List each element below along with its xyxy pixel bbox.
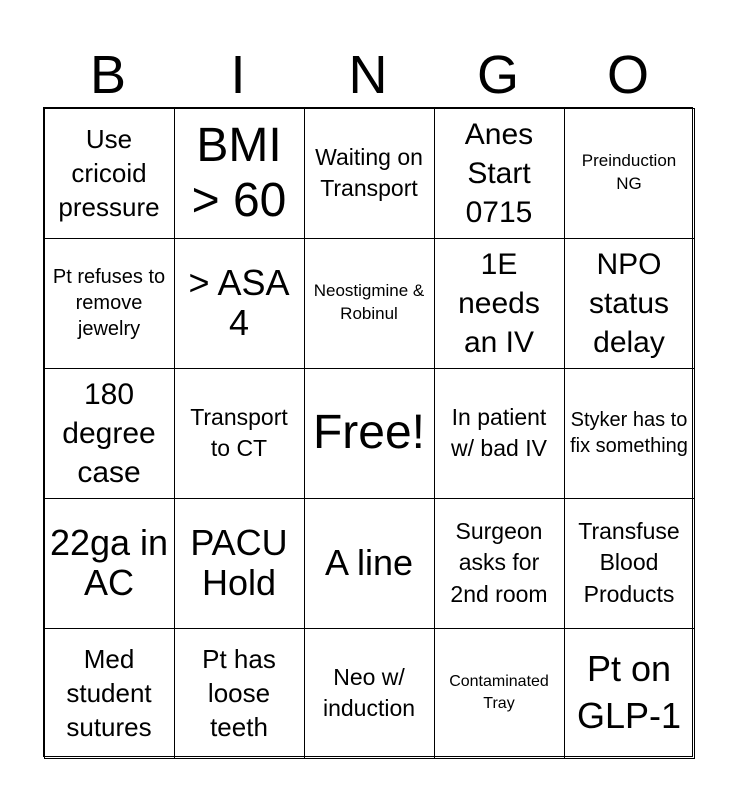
- cell-text: Neostigmine & Robinul: [313, 281, 425, 323]
- cell-text: PACU Hold: [190, 522, 288, 603]
- bingo-header: [43, 42, 693, 108]
- bingo-cell[interactable]: [174, 498, 305, 629]
- bingo-cell[interactable]: [174, 368, 305, 499]
- cell-text: Free!: [312, 406, 426, 460]
- cell-text: Transport to CT: [190, 403, 288, 461]
- bingo-cell[interactable]: [434, 498, 565, 629]
- cell-text: Transfuse Blood Products: [578, 518, 680, 607]
- bingo-cell[interactable]: [564, 108, 695, 239]
- cell-text: Preinduction NG: [581, 151, 677, 193]
- bingo-cell[interactable]: [434, 628, 565, 759]
- bingo-cell[interactable]: [304, 108, 435, 239]
- cell-text: NPO status delay: [588, 247, 670, 359]
- bingo-cell[interactable]: [434, 238, 565, 369]
- bingo-cell[interactable]: [44, 628, 175, 759]
- cell-text: 180 degree case: [62, 377, 156, 489]
- cell-text: Anes Start 0715: [464, 117, 534, 229]
- bingo-cell[interactable]: [304, 238, 435, 369]
- cell-text: Med student sutures: [66, 643, 152, 743]
- header-letter-g: G: [476, 45, 519, 105]
- bingo-cell[interactable]: [434, 368, 565, 499]
- bingo-cell[interactable]: [44, 238, 175, 369]
- cell-text: 22ga in AC: [49, 522, 169, 603]
- cell-text: Waiting on Transport: [315, 143, 423, 201]
- bingo-cell[interactable]: [564, 368, 695, 499]
- header-letter-n: N: [348, 45, 388, 105]
- cell-text: BMI > 60: [191, 118, 287, 227]
- cell-text: In patient w/ bad IV: [451, 403, 547, 461]
- bingo-cell[interactable]: [304, 628, 435, 759]
- bingo-cell[interactable]: [44, 498, 175, 629]
- bingo-cell[interactable]: [564, 498, 695, 629]
- header-letter-o: O: [606, 45, 649, 105]
- cell-text: Pt has loose teeth: [202, 643, 276, 743]
- cell-text: A line: [324, 542, 414, 584]
- bingo-board: [43, 107, 693, 757]
- cell-text: Styker has to fix something: [570, 409, 688, 457]
- cell-text: Use cricoid pressure: [58, 123, 160, 223]
- bingo-cell[interactable]: [564, 628, 695, 759]
- header-letter-i: I: [230, 45, 246, 105]
- cell-text: 1E needs an IV: [458, 247, 540, 359]
- bingo-cell[interactable]: [434, 108, 565, 239]
- bingo-cell[interactable]: [44, 368, 175, 499]
- bingo-cell[interactable]: [174, 628, 305, 759]
- cell-text: Neo w/ induction: [322, 663, 416, 721]
- bingo-cell[interactable]: [174, 108, 305, 239]
- free-space[interactable]: [304, 368, 435, 499]
- cell-text: > ASA 4: [188, 262, 290, 343]
- bingo-cell[interactable]: [564, 238, 695, 369]
- cell-text: Surgeon asks for 2nd room: [450, 518, 548, 607]
- cell-text: Contaminated Tray: [449, 673, 549, 712]
- cell-text: Pt refuses to remove jewelry: [52, 266, 166, 340]
- header-letter-b: B: [89, 45, 127, 105]
- bingo-cell[interactable]: [174, 238, 305, 369]
- bingo-cell[interactable]: [44, 108, 175, 239]
- bingo-cell[interactable]: [304, 498, 435, 629]
- cell-text: Pt on GLP-1: [576, 648, 682, 736]
